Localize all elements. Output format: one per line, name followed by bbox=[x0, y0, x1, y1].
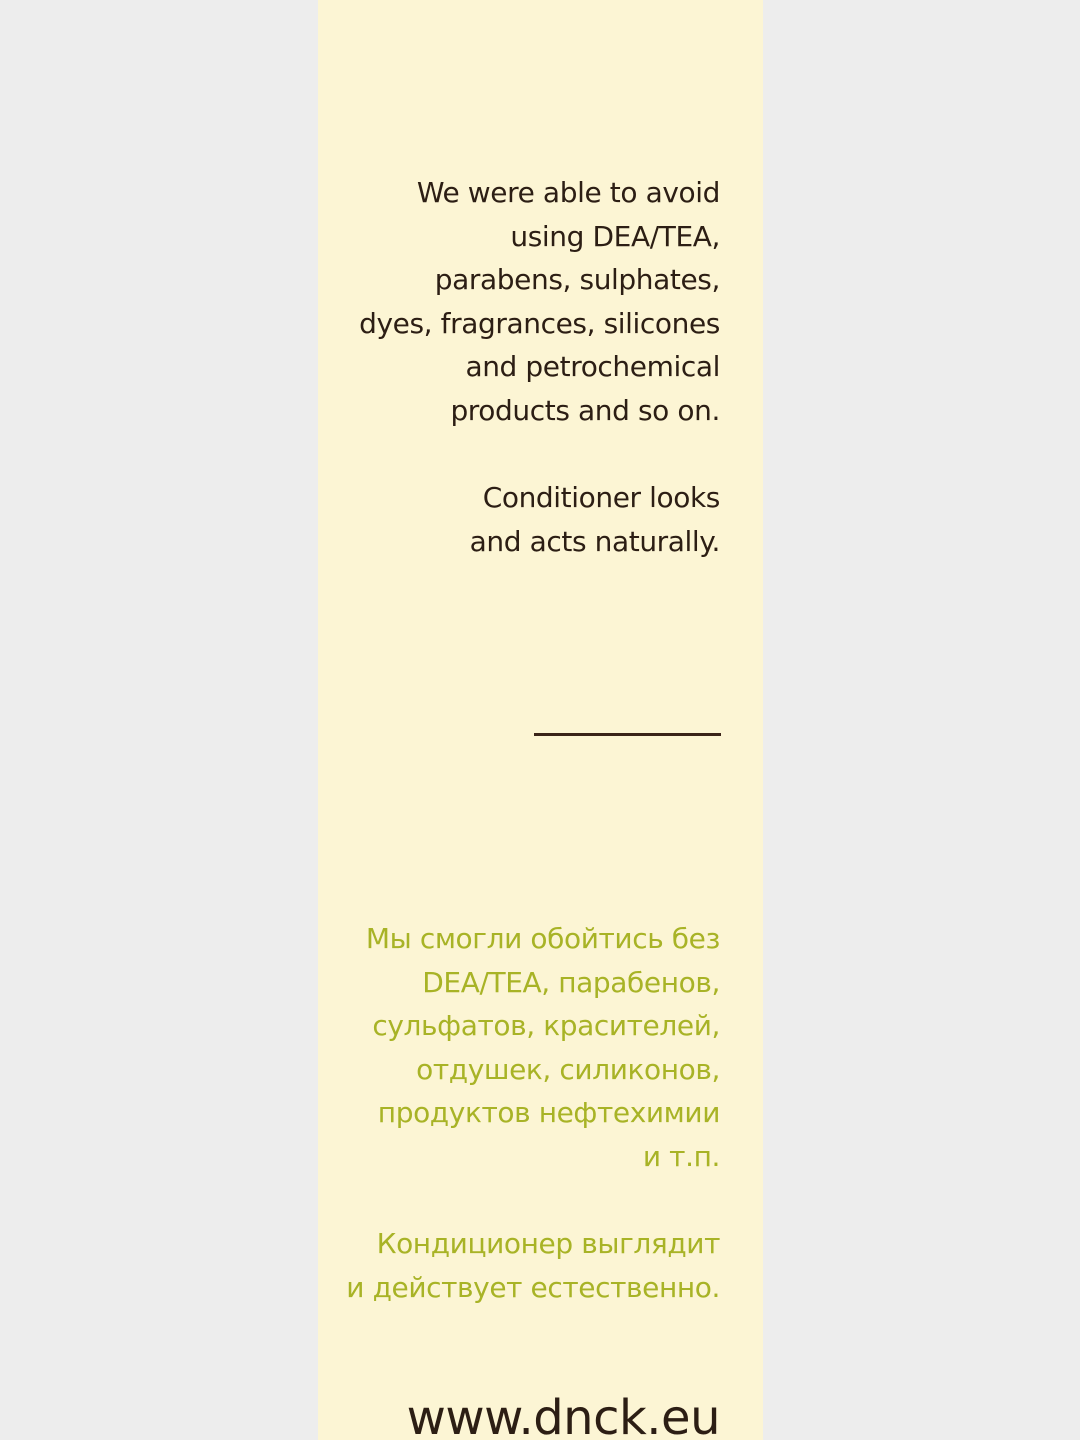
english-line: using DEA/TEA, bbox=[510, 219, 720, 253]
russian-line: Мы смогли обойтись без bbox=[365, 922, 720, 955]
english-line: parabens, sulphates, bbox=[434, 263, 720, 297]
russian-paragraph-natural bbox=[346, 1222, 720, 1309]
english-line: dyes, fragrances, silicones bbox=[359, 306, 720, 340]
divider-line bbox=[534, 733, 721, 736]
english-line: and acts naturally. bbox=[469, 524, 720, 558]
russian-line: DEA/TEA, парабенов, bbox=[422, 965, 720, 999]
russian-line: и т.п. bbox=[642, 1139, 720, 1173]
label-panel bbox=[318, 0, 763, 1440]
english-line: and petrochemical bbox=[465, 350, 720, 384]
russian-line: отдушек, силиконов, bbox=[416, 1052, 720, 1086]
russian-line: продуктов нефтехимии bbox=[377, 1096, 720, 1130]
russian-line: и действует естественно. bbox=[346, 1270, 720, 1304]
website-url: www.dnck.eu bbox=[406, 1390, 720, 1440]
russian-paragraph-ingredients bbox=[366, 917, 720, 1179]
english-line: Conditioner looks bbox=[482, 481, 720, 514]
english-line: products and so on. bbox=[450, 393, 720, 427]
english-line: We were able to avoid bbox=[416, 176, 720, 209]
russian-line: Кондиционер выглядит bbox=[376, 1227, 720, 1260]
russian-line: сульфатов, красителей, bbox=[372, 1009, 720, 1043]
english-paragraph-ingredients bbox=[359, 171, 720, 433]
english-paragraph-natural bbox=[470, 476, 720, 563]
